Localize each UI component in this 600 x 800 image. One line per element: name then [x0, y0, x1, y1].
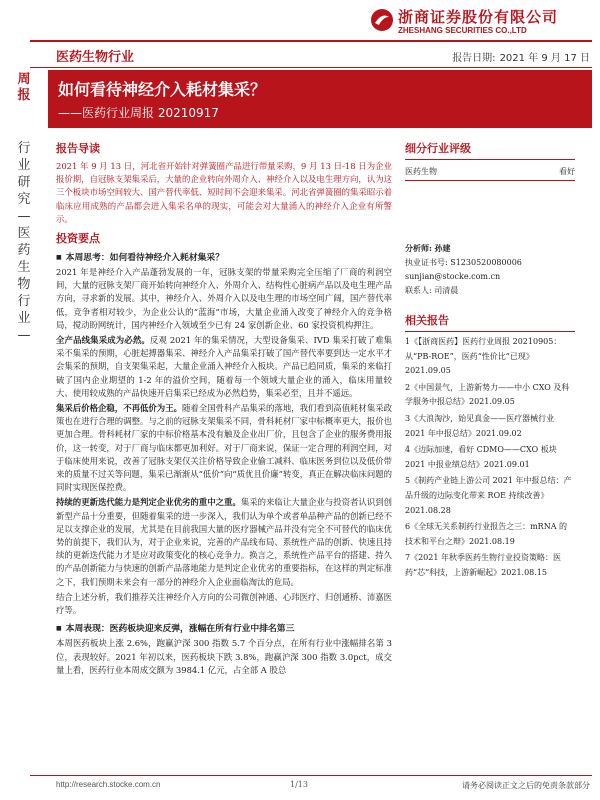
paragraph-2-body: 反观 2021 年的集采情况，大型设备集采、IVD 集采打破了难集采不集采的预期，心脏起搏器集采、神经介入产品集采打破了国产替代率要到达一定水平才会集采的预期，自支架集采起，大量企业涌入神经介入板块。产品已趋同质，集采的来临打破了国内企业期望的 1-2 年的溢价空间，随着每一个领域大量企业的涌入，临床用量较大、使用较成熟的产品快速开启集采已经成为必然趋势，集采必至，且并不遥远。	[56, 335, 392, 398]
paragraph-2	[56, 334, 392, 400]
paragraph-4-lead: 持续的更新迭代能力是判定企业优劣的重中之重。	[56, 497, 241, 508]
rating-row	[405, 163, 575, 181]
report-date-value: 2021 年 9 月 17 日	[499, 53, 590, 64]
page-title: 如何看待神经介入耗材集采？	[58, 80, 267, 99]
header-rule	[30, 40, 592, 42]
header-rule-secondary	[30, 67, 592, 68]
related-report-item: 5《制药产业链上游公司 2021 年中报总结：产品升级的边际变化带来 ROE 持续改善》2021.08.28	[405, 476, 572, 515]
related-heading: 相关报告	[405, 312, 575, 332]
contact-label: 联系人:	[405, 286, 432, 295]
side-label-weekly: 周报	[17, 72, 31, 103]
points-heading: 投资要点	[56, 232, 100, 246]
report-date	[448, 49, 590, 64]
company-name-en: ZHESHANG SECURITIES CO.,LTD	[398, 26, 527, 35]
paragraph-3	[56, 402, 392, 494]
paragraph-5: 结合上述分析，我们推荐关注神经介入方向的公司微创神通、心玮医疗、归创通桥、沛嘉医疗等。	[56, 591, 392, 616]
paragraph-3-body: 随着全国骨科产品集采的落地，我们看到高值耗材集采政策也在进行合理的调整。与之前的冠脉支架集采不同，骨科耗材厂家中标概率更大，报价也更加合理。骨科耗材厂家的中标价格基本没有触及企业出厂价，且包含了企业的服务费用报价，这一转变，对于厂商与临床都更加利好。对于厂商来说，保证一定合理的利润空间，对于临床使用来说，改善了冠脉支架仅关注价格导致企业偷工减料、临床医务到位以及低价带来的质量不过关等问题，集采已渐渐从“低价”向“质优且价廉”转变，真正在解决临床问题的同时实现医保控费。	[56, 403, 393, 493]
analyst-info	[405, 241, 575, 298]
footer-url[interactable]: http://research.stocke.com.cn	[56, 780, 161, 789]
related-reports	[405, 312, 575, 581]
company-name-cn: 浙商证券股份有限公司	[398, 8, 559, 26]
footer-disclaimer: 请务必阅读正文之后的免责条款部分	[462, 781, 590, 790]
company-logo	[370, 6, 595, 38]
rating-sector: 医药生物	[405, 167, 437, 176]
analyst-license: 执业证书号: S1230520080006	[405, 258, 522, 267]
report-date-label: 报告日期:	[452, 53, 496, 64]
paragraph-3-lead: 集采后价格企稳，不再低价为王。	[56, 403, 183, 414]
contact-name: 司清晨	[434, 286, 459, 295]
paragraph-4	[56, 496, 392, 588]
footer-rule	[30, 775, 592, 776]
paragraph-1: 2021 年是神经介入产品蓬勃发展的一年，冠脉支架的带量采购完全压缩了厂商的利润空间，大量的冠脉支架厂商开始转向神经介入、外周介入、结构性心脏病产品以及电生理产品方向，寻求新的发展。其中，神经介入、外周介入以及电生理的市场空间广阔，国产替代率低，竞争者相对较少，为企业公认的“蓝海”市场，大量企业涌入改变了神经介入的竞争格局，搅动盼网统计，国内神经介入领域至少已有 24 家创新企业、60 家投资机构押注。	[56, 267, 392, 330]
paragraph-2-lead: 全产品线集采成为必然。	[56, 335, 150, 346]
rating-value: 看好	[559, 167, 575, 176]
bullet-heading-thinking: ■ 本周思考：如何看待神经介入耗材集采？	[56, 250, 392, 263]
analyst-label: 分析师:	[405, 243, 432, 253]
paragraph-4-body: 集采的来临让大量企业与投资者认识到创新型产品十分重要，但随着集采的进一步深入，我们认为单个或者单品种产品的创新已经不足以支撑企业的发展，尤其是在目前我国大量的医疗器械产品并没有完全不可替代的临床优势的前提下，我们认为，对于企业来说，完善的产品线布局、系统性产品的创新、快速且持续的更新迭代能力才是应对政策变化的核心竞争力。换言之，系统性产品平台的搭建、持久的产品创新能力与快速的创新产品落地能力是判定企业优劣的重要指标，在这样的判定标准之下，我们预期未来会有一部分的神经介入企业面临淘汰的危局。	[56, 497, 392, 587]
bullet-heading-performance: ■ 本周表现：医药板块迎来反弹，涨幅在所有行业中排名第三	[56, 621, 392, 634]
company-logo-icon	[370, 8, 394, 32]
page-number: 1/13	[290, 780, 308, 789]
related-report-item: 1《【浙商医药】医药行业周报 20210905：从“PB-ROE”，医药“性价比”已现》2021.09.05	[405, 337, 562, 376]
paragraph-6: 本周医药板块上涨 2.6%，跑赢沪深 300 指数 5.7 个百分点，在所有行业中涨幅排名第 3 位，表现较好。2021 年初以来，医药板块下跌 3.8%，跑赢沪深 300 指数 3.0pct，成交量上看，医药行业本周成交额为 3984.1 亿元，占全部 A 股总	[56, 638, 392, 675]
related-report-item: 4《边际加速，看好 CDMO——CXO 板块 2021 中报业绩总结》2021.09.01	[405, 445, 557, 469]
related-report-item: 7《2021 年秋季医药生物行业投资策略：医药“芯”科技，上游新崛起》2021.08.15	[405, 553, 561, 577]
analyst-email[interactable]: sunjian@stocke.com.cn	[405, 272, 501, 281]
related-report-item: 2《中国景气，上游新势力——中小 CXO 及科学服务中报总结》2021.09.05	[405, 382, 570, 407]
title-banner	[48, 70, 592, 128]
guide-text: 2021 年 9 月 13 日，河北省开始针对弹簧圈产品进行带量采购，9 月 13 日-18 日为企业报价期，自冠脉支架集采后，大量的企业转向外周介入、神经介入以及电生理方向，认为这三个板块市场空间较大、国产替代率低、短时间不会迎来集采。河北省弹簧圈的集采昭示着临床应用成熟的产品都会进入集采名单的现实，可能会对大量涌入的神经介入企业有所警示。	[56, 161, 392, 224]
side-label-vertical: 行业研究—医药生物行业—	[17, 141, 31, 343]
related-report-item: 3《大浪淘沙，始见真金——医疗器械行业 2021 年中报总结》2021.09.02	[405, 413, 555, 438]
industry-label: 医药生物行业	[56, 50, 135, 65]
rating-heading: 细分行业评级	[405, 140, 575, 160]
page-subtitle: ——医药行业周报 20210917	[58, 106, 219, 120]
related-report-item: 6《全球无关系制药行业报告之三：mRNA 的技术和平台之辩》2021.08.19	[405, 522, 568, 546]
analyst-name: 孙建	[434, 243, 451, 253]
main-content	[56, 140, 392, 679]
sidebar	[405, 140, 575, 583]
guide-heading: 报告导读	[56, 142, 100, 155]
